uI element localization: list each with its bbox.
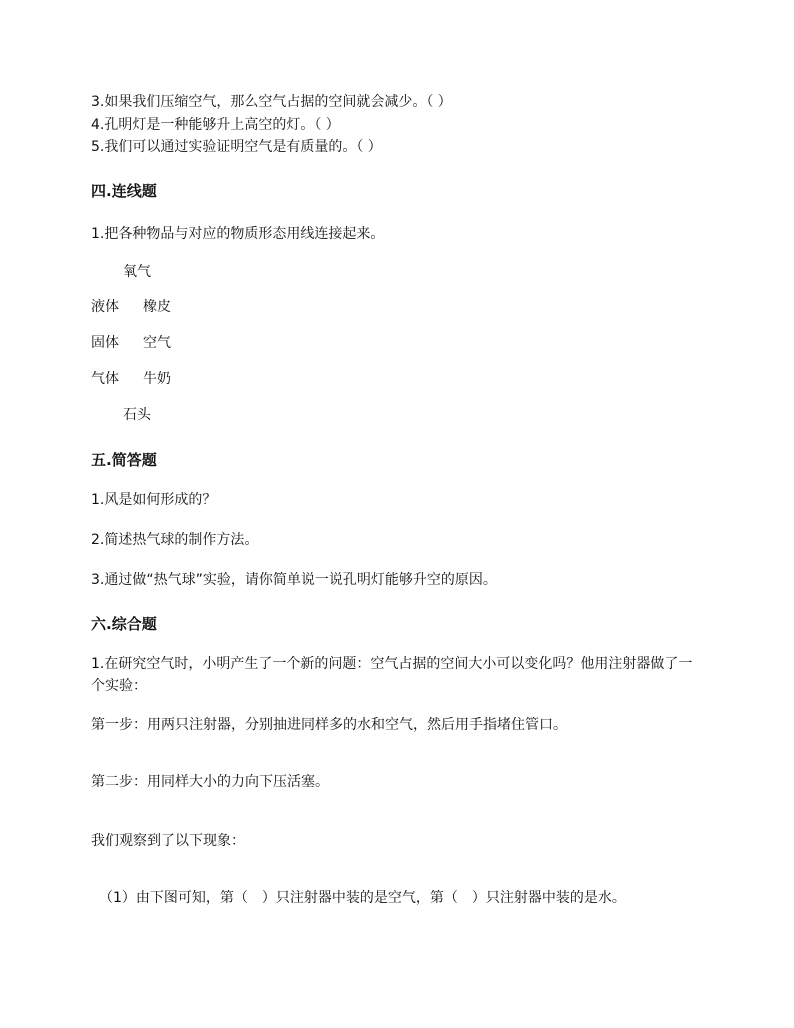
- matching-question: 1.把各种物品与对应的物质形态用线连接起来。: [91, 226, 385, 242]
- section-title-matching: 四.连线题: [91, 182, 157, 200]
- comprehensive-intro: 1.在研究空气时，小明产生了一个新的问题：空气占据的空间大小可以变化吗？他用注射器做了一个实验：: [91, 656, 693, 694]
- observation-prompt: 我们观察到了以下现象：: [91, 833, 245, 849]
- experiment-step-1: 第一步：用两只注射器，分别抽进同样多的水和空气，然后用手指堵住管口。: [91, 717, 567, 733]
- matching-state-label: 液体: [91, 299, 119, 315]
- section-title-short-answer: 五.简答题: [91, 451, 157, 469]
- matching-state-label: 气体: [91, 371, 119, 387]
- section-title-comprehensive: 六.综合题: [91, 615, 157, 633]
- matching-item-label: 橡皮: [143, 299, 171, 315]
- sub-question-1: （1）由下图可知，第（ ）只注射器中装的是空气，第（ ）只注射器中装的是水。: [99, 890, 626, 906]
- judgment-item-5: 5.我们可以通过实验证明空气是有质量的。（ ）: [91, 139, 382, 155]
- matching-item-stone: 石头: [123, 407, 151, 423]
- judgment-item-4: 4.孔明灯是一种能够升上高空的灯。（ ）: [91, 117, 340, 133]
- matching-item-oxygen: 氧气: [123, 264, 151, 280]
- matching-row-liquid: [91, 297, 171, 317]
- matching-row-solid: [91, 333, 171, 353]
- judgment-item-3: 3.如果我们压缩空气，那么空气占据的空间就会减少。（ ）: [91, 94, 452, 110]
- short-answer-question-2: 2.简述热气球的制作方法。: [91, 532, 259, 548]
- matching-state-label: 固体: [91, 335, 119, 351]
- matching-item-label: 空气: [143, 335, 171, 351]
- short-answer-question-3: 3.通过做“热气球”实验，请你简单说一说孔明灯能够升空的原因。: [91, 572, 497, 588]
- experiment-step-2: 第二步：用同样大小的力向下压活塞。: [91, 774, 329, 790]
- matching-row-gas: [91, 369, 171, 389]
- short-answer-question-1: 1.风是如何形成的？: [91, 492, 217, 508]
- matching-item-label: 牛奶: [143, 371, 171, 387]
